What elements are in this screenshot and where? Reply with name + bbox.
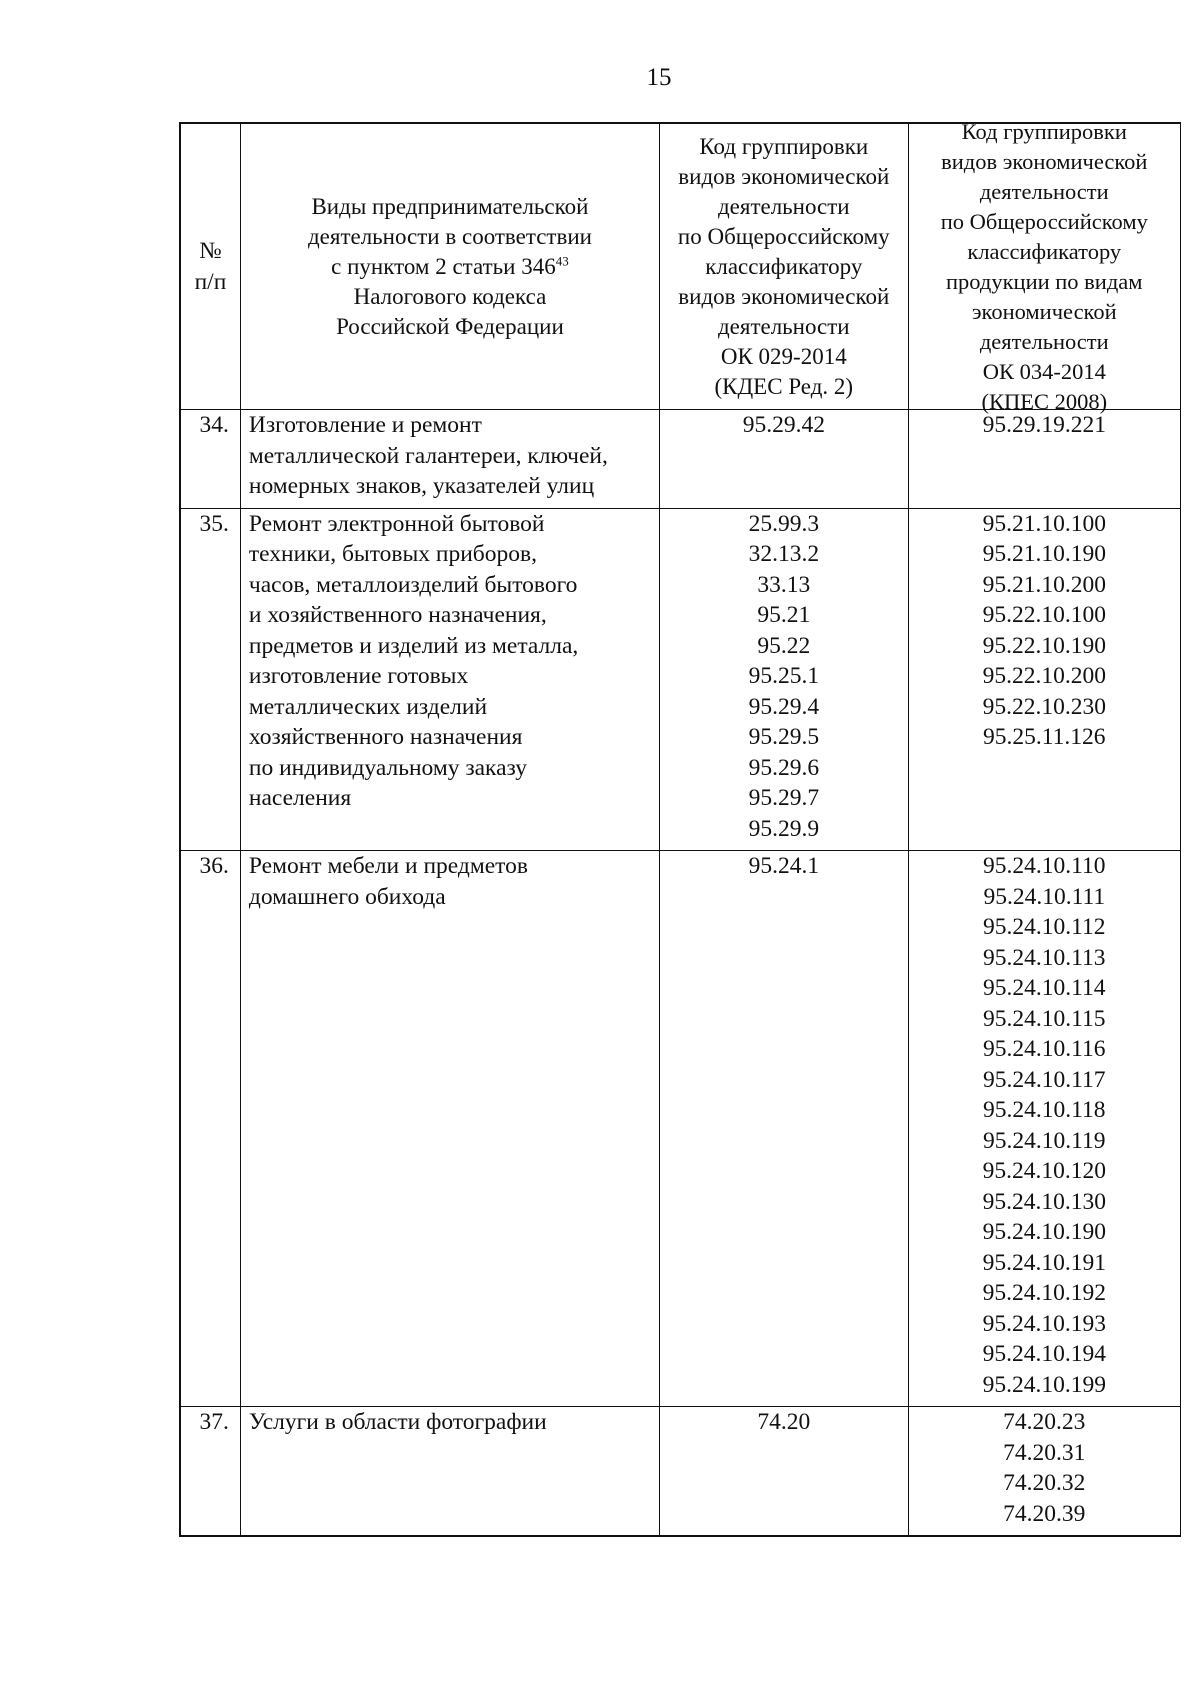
okved-codes: 95.29.42 (660, 410, 909, 508)
okpd-codes: 95.24.10.110 95.24.10.111 95.24.10.112 95.24.10.113 95.24.10.114 95.24.10.115 95.24.10.116 95.24.10.117 95.24.10.118 95.24.10.119 95.24.10.120 95.24.10.130 95.24.10.190 95.24.10.191 95.24.10.192 95.24.10.193 95.24.10.194 95.24.10.199 (909, 851, 1181, 1406)
header-okved-code: Код группировки видов экономической деятельности по Общероссийскому классификатору видов экономической деятельности ОК 029-2014 (КДЕС Ред. 2) (660, 124, 909, 409)
table-header-row (181, 118, 1181, 414)
header-activity: Виды предпринимательской деятельности в соответствии с пунктом 2 статьи $346^{43}$ Налогового кодекса Российской Федерации (241, 124, 660, 409)
activity-description: Ремонт электронной бытовой техники, бытовых приборов, часов, металлоизделий бытового и хозяйственного назначения, предметов и изделий из металла, изготовление готовых металлических изделий хозяйственного назначения по индивидуальному заказу населения (241, 509, 660, 851)
okved-codes: 74.20 (660, 1407, 909, 1535)
row-number: 36. (181, 851, 241, 1406)
okpd-codes: 95.29.19.221 (909, 410, 1181, 508)
okpd-codes: 74.20.23 74.20.31 74.20.32 74.20.39 (909, 1407, 1181, 1535)
header-okpd-code: Код группировки видов экономической деятельности по Общероссийскому классификатору продукции по видам экономической деятельности ОК 034-2014 (КПЕС 2008) (909, 124, 1181, 409)
okved-codes: 25.99.3 32.13.2 33.13 95.21 95.22 95.25.1 95.29.4 95.29.5 95.29.6 95.29.7 95.29.9 (660, 509, 909, 851)
row-number: 37. (181, 1407, 241, 1535)
header-number: № п/п (181, 124, 241, 409)
okved-codes: 95.24.1 (660, 851, 909, 1406)
activity-description: Ремонт мебели и предметов домашнего обихода (241, 851, 660, 1406)
table-row (181, 851, 1181, 1407)
table-row (181, 410, 1181, 509)
page-number: 15 (646, 64, 672, 91)
row-number: 35. (181, 509, 241, 851)
activity-description: Изготовление и ремонт металлической галантереи, ключей, номерных знаков, указателей улиц (241, 410, 660, 508)
row-number: 34. (181, 410, 241, 508)
okpd-codes: 95.21.10.100 95.21.10.190 95.21.10.200 95.22.10.100 95.22.10.190 95.22.10.200 95.22.10.230 95.25.11.126 (909, 509, 1181, 851)
activity-description: Услуги в области фотографии (241, 1407, 660, 1535)
table-row (181, 509, 1181, 852)
classification-table (179, 118, 1181, 1537)
table-row (181, 1407, 1181, 1537)
